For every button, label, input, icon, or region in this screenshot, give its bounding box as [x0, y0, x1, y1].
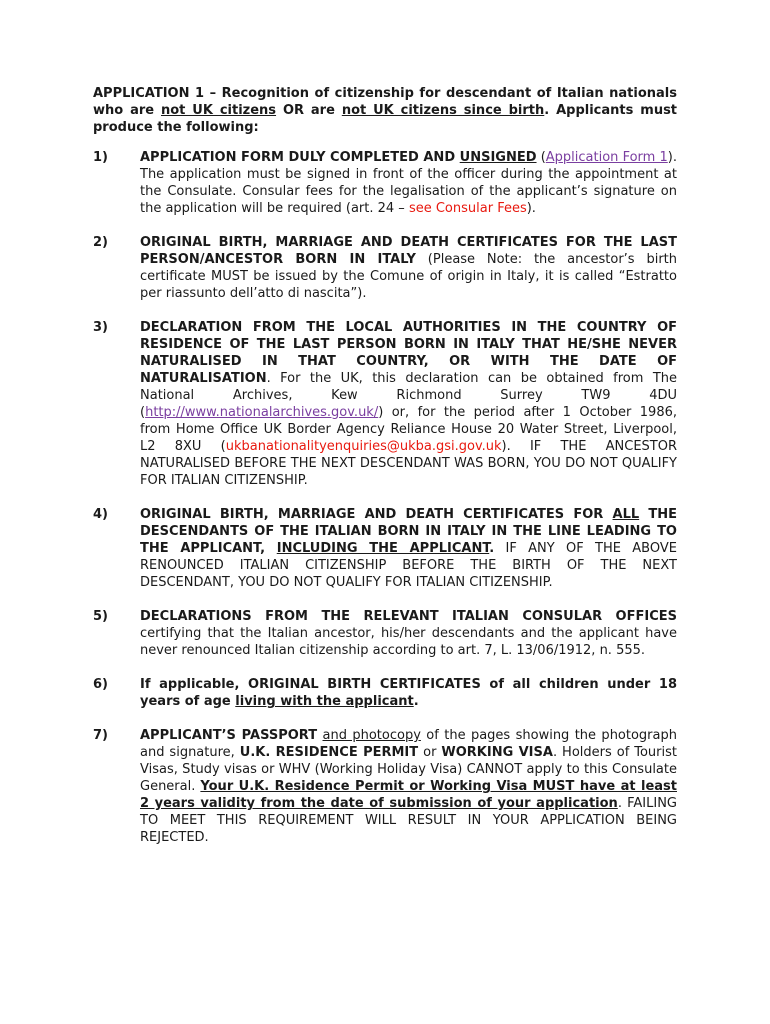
item-bold: DECLARATIONS FROM THE RELEVANT ITALIAN CONSULAR OFFICES — [140, 609, 677, 624]
item-text: certifying that the Italian ancestor, his/her descendants and the applicant have never renounced Italian citizenship according to art. 7, L. 13/06/1912, n. 555. — [140, 626, 677, 658]
list-item — [93, 149, 677, 217]
item-text: IF ANY OF THE ABOVE RENOUNCED ITALIAN CITIZENSHIP BEFORE THE BIRTH OF THE NEXT DESCENDANT, YOU DO NOT QUALIFY FOR ITALIAN CITIZENSHIP. — [140, 541, 677, 590]
consular-fees-link[interactable]: see Consular Fees — [408, 201, 527, 216]
item-bold-underline: UNSIGNED — [459, 150, 537, 165]
item-bold: . — [489, 541, 495, 556]
item-bold: APPLICANT’S PASSPORT — [140, 728, 318, 743]
intro-underline-2: not UK citizens since birth — [341, 103, 545, 118]
item-bold: APPLICATION FORM DULY COMPLETED AND — [140, 150, 460, 165]
application-form-link[interactable]: Application Form 1 — [545, 150, 668, 165]
list-item — [93, 319, 677, 489]
item-number: 6) — [93, 677, 108, 692]
list-item — [93, 234, 677, 302]
item-text: ( — [536, 150, 546, 165]
item-text: . FAILING TO MEET THIS REQUIREMENT WILL RESULT IN YOUR APPLICATION BEING REJECTED. — [140, 796, 678, 845]
item-text: ). The application must be signed in front of the officer during the appointment at the Consulate. Consular fees for the legalisation of the applicant’s signature on the application will be required (art. 24 – — [140, 150, 677, 216]
item-text: ) or, for the period after 1 October 1986, from Home Office UK Border Agency Reliance House 20 Water Street, Liverpool, L2 8XU ( — [140, 405, 677, 454]
national-archives-link[interactable]: http://www.nationalarchives.gov.uk/ — [145, 405, 379, 420]
item-text: or — [418, 745, 442, 760]
item-number: 3) — [93, 320, 108, 335]
item-bold-underline: ALL — [612, 507, 640, 522]
email-link[interactable]: ukbanationalityenquiries@ukba.gsi.gov.uk — [225, 439, 502, 454]
item-number: 2) — [93, 235, 108, 250]
item-bold: . — [413, 694, 419, 709]
requirements-list — [93, 149, 677, 846]
list-item — [93, 676, 677, 710]
intro-text: APPLICATION 1 – Recognition of citizenship for descendant of Italian nationals who are — [93, 86, 677, 118]
item-bold: DECLARATION FROM THE LOCAL AUTHORITIES IN THE COUNTRY OF RESIDENCE OF THE LAST PERSON BORN IN ITALY THAT HE/SHE NEVER NATURALISED IN THAT COUNTRY, OR WITH THE DATE OF NATURALISATION — [140, 320, 677, 386]
item-bold: U.K. RESIDENCE PERMIT — [239, 745, 419, 760]
item-number: 4) — [93, 507, 108, 522]
intro-underline-1: not UK citizens — [161, 103, 277, 118]
item-text: . Holders of Tourist Visas, Study visas or WHV (Working Holiday Visa) CANNOT apply to this Consulate General. — [140, 745, 677, 794]
item-text: ). IF THE ANCESTOR NATURALISED BEFORE THE NEXT DESCENDANT WAS BORN, YOU DO NOT QUALIFY FOR ITALIAN CITIZENSHIP. — [140, 439, 678, 488]
item-bold: THE DESCENDANTS OF THE ITALIAN BORN IN ITALY IN THE LINE LEADING TO THE APPLICANT, — [140, 507, 677, 556]
list-item — [93, 506, 677, 591]
item-bold: If applicable, ORIGINAL BIRTH CERTIFICATES of all children under 18 years of age — [140, 677, 677, 709]
item-number: 5) — [93, 609, 108, 624]
list-item — [93, 608, 677, 659]
item-text: (Please Note: the ancestor’s birth certificate MUST be issued by the Comune of origin in Italy, it is called “Estratto per riassunto dell’atto di nascita”). — [140, 252, 678, 301]
item-bold: ORIGINAL BIRTH, MARRIAGE AND DEATH CERTIFICATES FOR — [140, 507, 613, 522]
item-bold: ORIGINAL BIRTH, MARRIAGE AND DEATH CERTIFICATES FOR THE LAST PERSON/ANCESTOR BORN IN ITALY — [140, 235, 677, 267]
item-number: 7) — [93, 728, 108, 743]
list-item — [93, 727, 677, 846]
intro-paragraph — [93, 85, 677, 136]
document-page — [93, 85, 677, 863]
item-bold-underline: INCLUDING THE APPLICANT — [276, 541, 490, 556]
item-bold-underline: living with the applicant — [235, 694, 414, 709]
item-text: . For the UK, this declaration can be obtained from The National Archives, Kew Richmond Surrey TW9 4DU ( — [140, 371, 677, 420]
intro-text: OR are — [276, 103, 342, 118]
item-number: 1) — [93, 150, 108, 165]
intro-text: . Applicants must produce the following: — [93, 103, 678, 135]
item-text: of the pages showing the photograph and signature, — [140, 728, 677, 760]
item-bold: WORKING VISA — [441, 745, 553, 760]
item-underline: and photocopy — [322, 728, 421, 743]
item-text: ). — [526, 201, 536, 216]
item-bold-underline: Your U.K. Residence Permit or Working Visa MUST have at least 2 years validity from the date of submission of your application — [140, 779, 677, 811]
